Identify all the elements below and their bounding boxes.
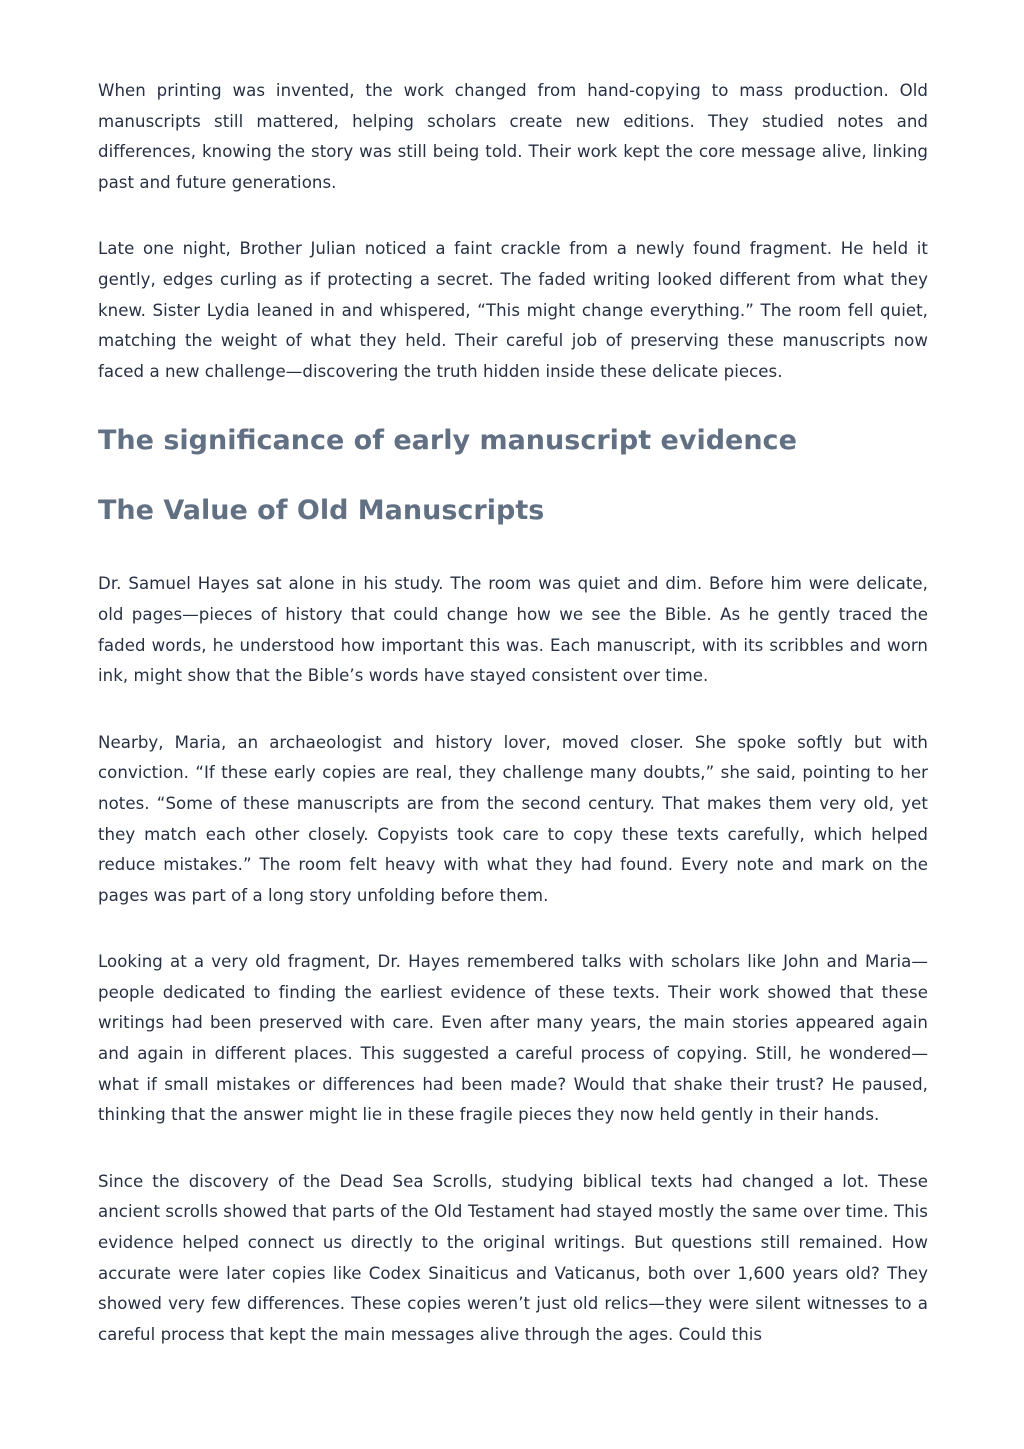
- subsection-heading: The Value of Old Manuscripts: [98, 495, 545, 527]
- paragraph-maria: Nearby, Maria, an archaeologist and history lover, moved closer. She spoke softly but with conviction. “If these early copies are real, they challenge many doubts,” she said, pointing to her notes. “Some of these manuscripts are from the second century. That makes them very old, yet they match each other closely. Copyists took care to copy these texts carefully, which helped reduce mistakes.” The room felt heavy with what they had found. Every note and mark on the pages was part of a long story unfolding before them.: [98, 732, 928, 905]
- paragraph-dr-hayes: Dr. Samuel Hayes sat alone in his study. The room was quiet and dim. Before him were delicate, old pages—pieces of history that could change how we see the Bible. As he gently traced the faded words, he understood how important this was. Each manuscript, with its scribbles and worn ink, might show that the Bible’s words have stayed consistent over time.: [98, 574, 928, 686]
- paragraph-brother-julian: Late one night, Brother Julian noticed a faint crackle from a newly found fragment. He held it gently, edges curling as if protecting a secret. The faded writing looked different from what they knew. Sister Lydia leaned in and whispered, “This might change everything.” The room fell quiet, matching the weight of what they held. Their careful job of preserving these manuscripts now faced a new challenge—discovering the truth hidden inside these delicate pieces.: [98, 239, 928, 381]
- document-page: [98, 76, 928, 1350]
- paragraph-dead-sea-scrolls: Since the discovery of the Dead Sea Scrolls, studying biblical texts had changed a lot. These ancient scrolls showed that parts of the Old Testament had stayed mostly the same over time. This evidence helped connect us directly to the original writings. But questions still remained. How accurate were later copies like Codex Sinaiticus and Vaticanus, both over 1,600 years old? They showed very few differences. These copies weren’t just old relics—they were silent witnesses to a careful process that kept the main messages alive through the ages. Could this: [98, 1171, 928, 1344]
- paragraph-old-fragment: Looking at a very old fragment, Dr. Hayes remembered talks with scholars like John and Maria—people dedicated to finding the earliest evidence of these texts. Their work showed that these writings had been preserved with care. Even after many years, the main stories appeared again and again in different places. This suggested a careful process of copying. Still, he wondered—what if small mistakes or differences had been made? Would that shake their trust? He paused, thinking that the answer might lie in these fragile pieces they now held gently in their hands.: [98, 952, 928, 1125]
- section-heading: The significance of early manuscript evidence: [98, 425, 797, 457]
- paragraph-printing: When printing was invented, the work changed from hand-copying to mass production. Old manuscripts still mattered, helping scholars create new editions. They studied notes and differences, knowing the story was still being told. Their work kept the core message alive, linking past and future generations.: [98, 81, 928, 192]
